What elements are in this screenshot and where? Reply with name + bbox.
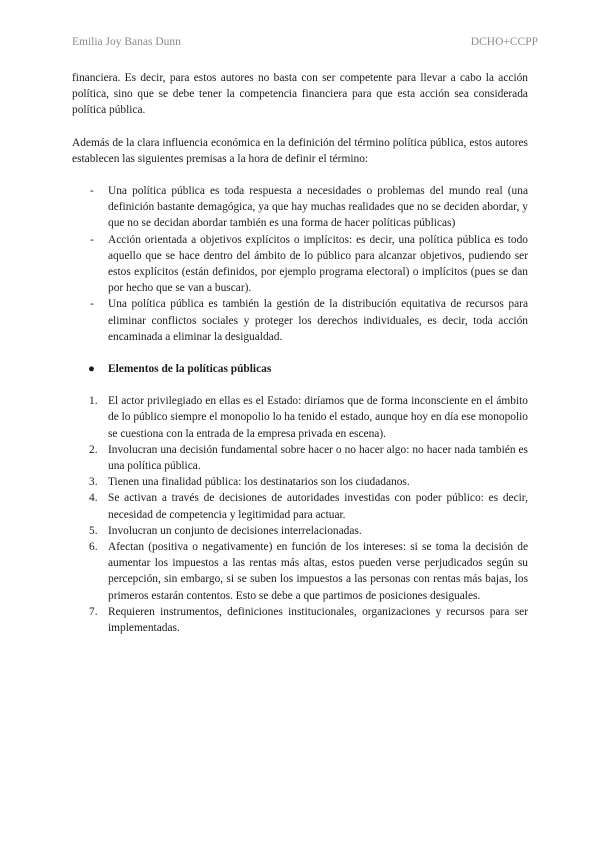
list-item: - Acción orientada a objetivos explícitos o implícitos: es decir, una política pública es todo aquello que se hace dentro del ámbito de lo público para alcanzar objetivos, pudiendo ser estos explícitos (están definidos, por ejemplo programa electoral) o implícitos (pues se dan por hecho que se van a buscar).	[72, 232, 528, 297]
elements-list	[72, 393, 528, 636]
list-item: - Una política pública es toda respuesta a necesidades o problemas del mundo real (una definición bastante demagógica, ya que hay muchas realidades que no se deciden abordar, y que no se decidan abordar también es una forma de hacer políticas públicas)	[72, 183, 528, 232]
bullet-icon: ●	[88, 363, 95, 376]
section-heading	[72, 361, 528, 377]
premises-list	[72, 183, 528, 345]
list-item: 7. Requieren instrumentos, definiciones institucionales, organizaciones y recursos para ser implementadas.	[89, 605, 528, 635]
paragraph: financiera. Es decir, para estos autores no basta con ser competente para llevar a cabo la acción política, sino que se debe tener la competencia financiera para que esta acción sea considerada política pública.	[72, 72, 528, 117]
list-item: 3. Tienen una finalidad pública: los destinatarios son los ciudadanos.	[89, 476, 410, 489]
page-header	[72, 36, 538, 48]
document-body	[72, 70, 528, 636]
list-item: 4. Se activan a través de decisiones de autoridades investidas con poder público: es decir, necesidad de competencia y legitimidad para actuar.	[89, 492, 528, 521]
paragraph: Además de la clara influencia económica en la definición del término política pública, estos autores establecen las siguientes premisas a la hora de definir el término:	[72, 136, 528, 165]
list-item: - Una política pública es también la gestión de la distribución equitativa de recursos para eliminar conflictos sociales y proteger los derechos individuales, es decir, toda acción encaminada a eliminar la desigualdad.	[72, 296, 528, 345]
list-item: 5. Involucran un conjunto de decisiones interrelacionadas.	[89, 524, 362, 537]
list-item: 1. El actor privilegiado en ellas es el Estado: diríamos que de forma inconsciente en el ámbito de lo público siempre el monopolio lo ha tenido el estado, aunque hoy en día ese monopolio se cuestiona con la entrada de la empresa privada en escena).	[89, 395, 528, 440]
section-heading-text: Elementos de la políticas públicas	[108, 363, 272, 376]
course-code: DCHO+CCPP	[470, 36, 538, 48]
list-item: 2. Involucran una decisión fundamental sobre hacer o no hacer algo: no hacer nada también es una política pública.	[89, 443, 528, 473]
author-name: Emilia Joy Banas Dunn	[72, 36, 181, 48]
list-item: 6. Afectan (positiva o negativamente) en función de los intereses: si se toma la decisión de aumentar los impuestos a las rentas más altas, estos pueden verse perjudicados según su percepción, sin embargo, si se suben los impuestos a las personas con rentas más bajas, los primeros estarán contentos. Esto se debe a que partimos de posiciones desiguales.	[89, 541, 528, 602]
